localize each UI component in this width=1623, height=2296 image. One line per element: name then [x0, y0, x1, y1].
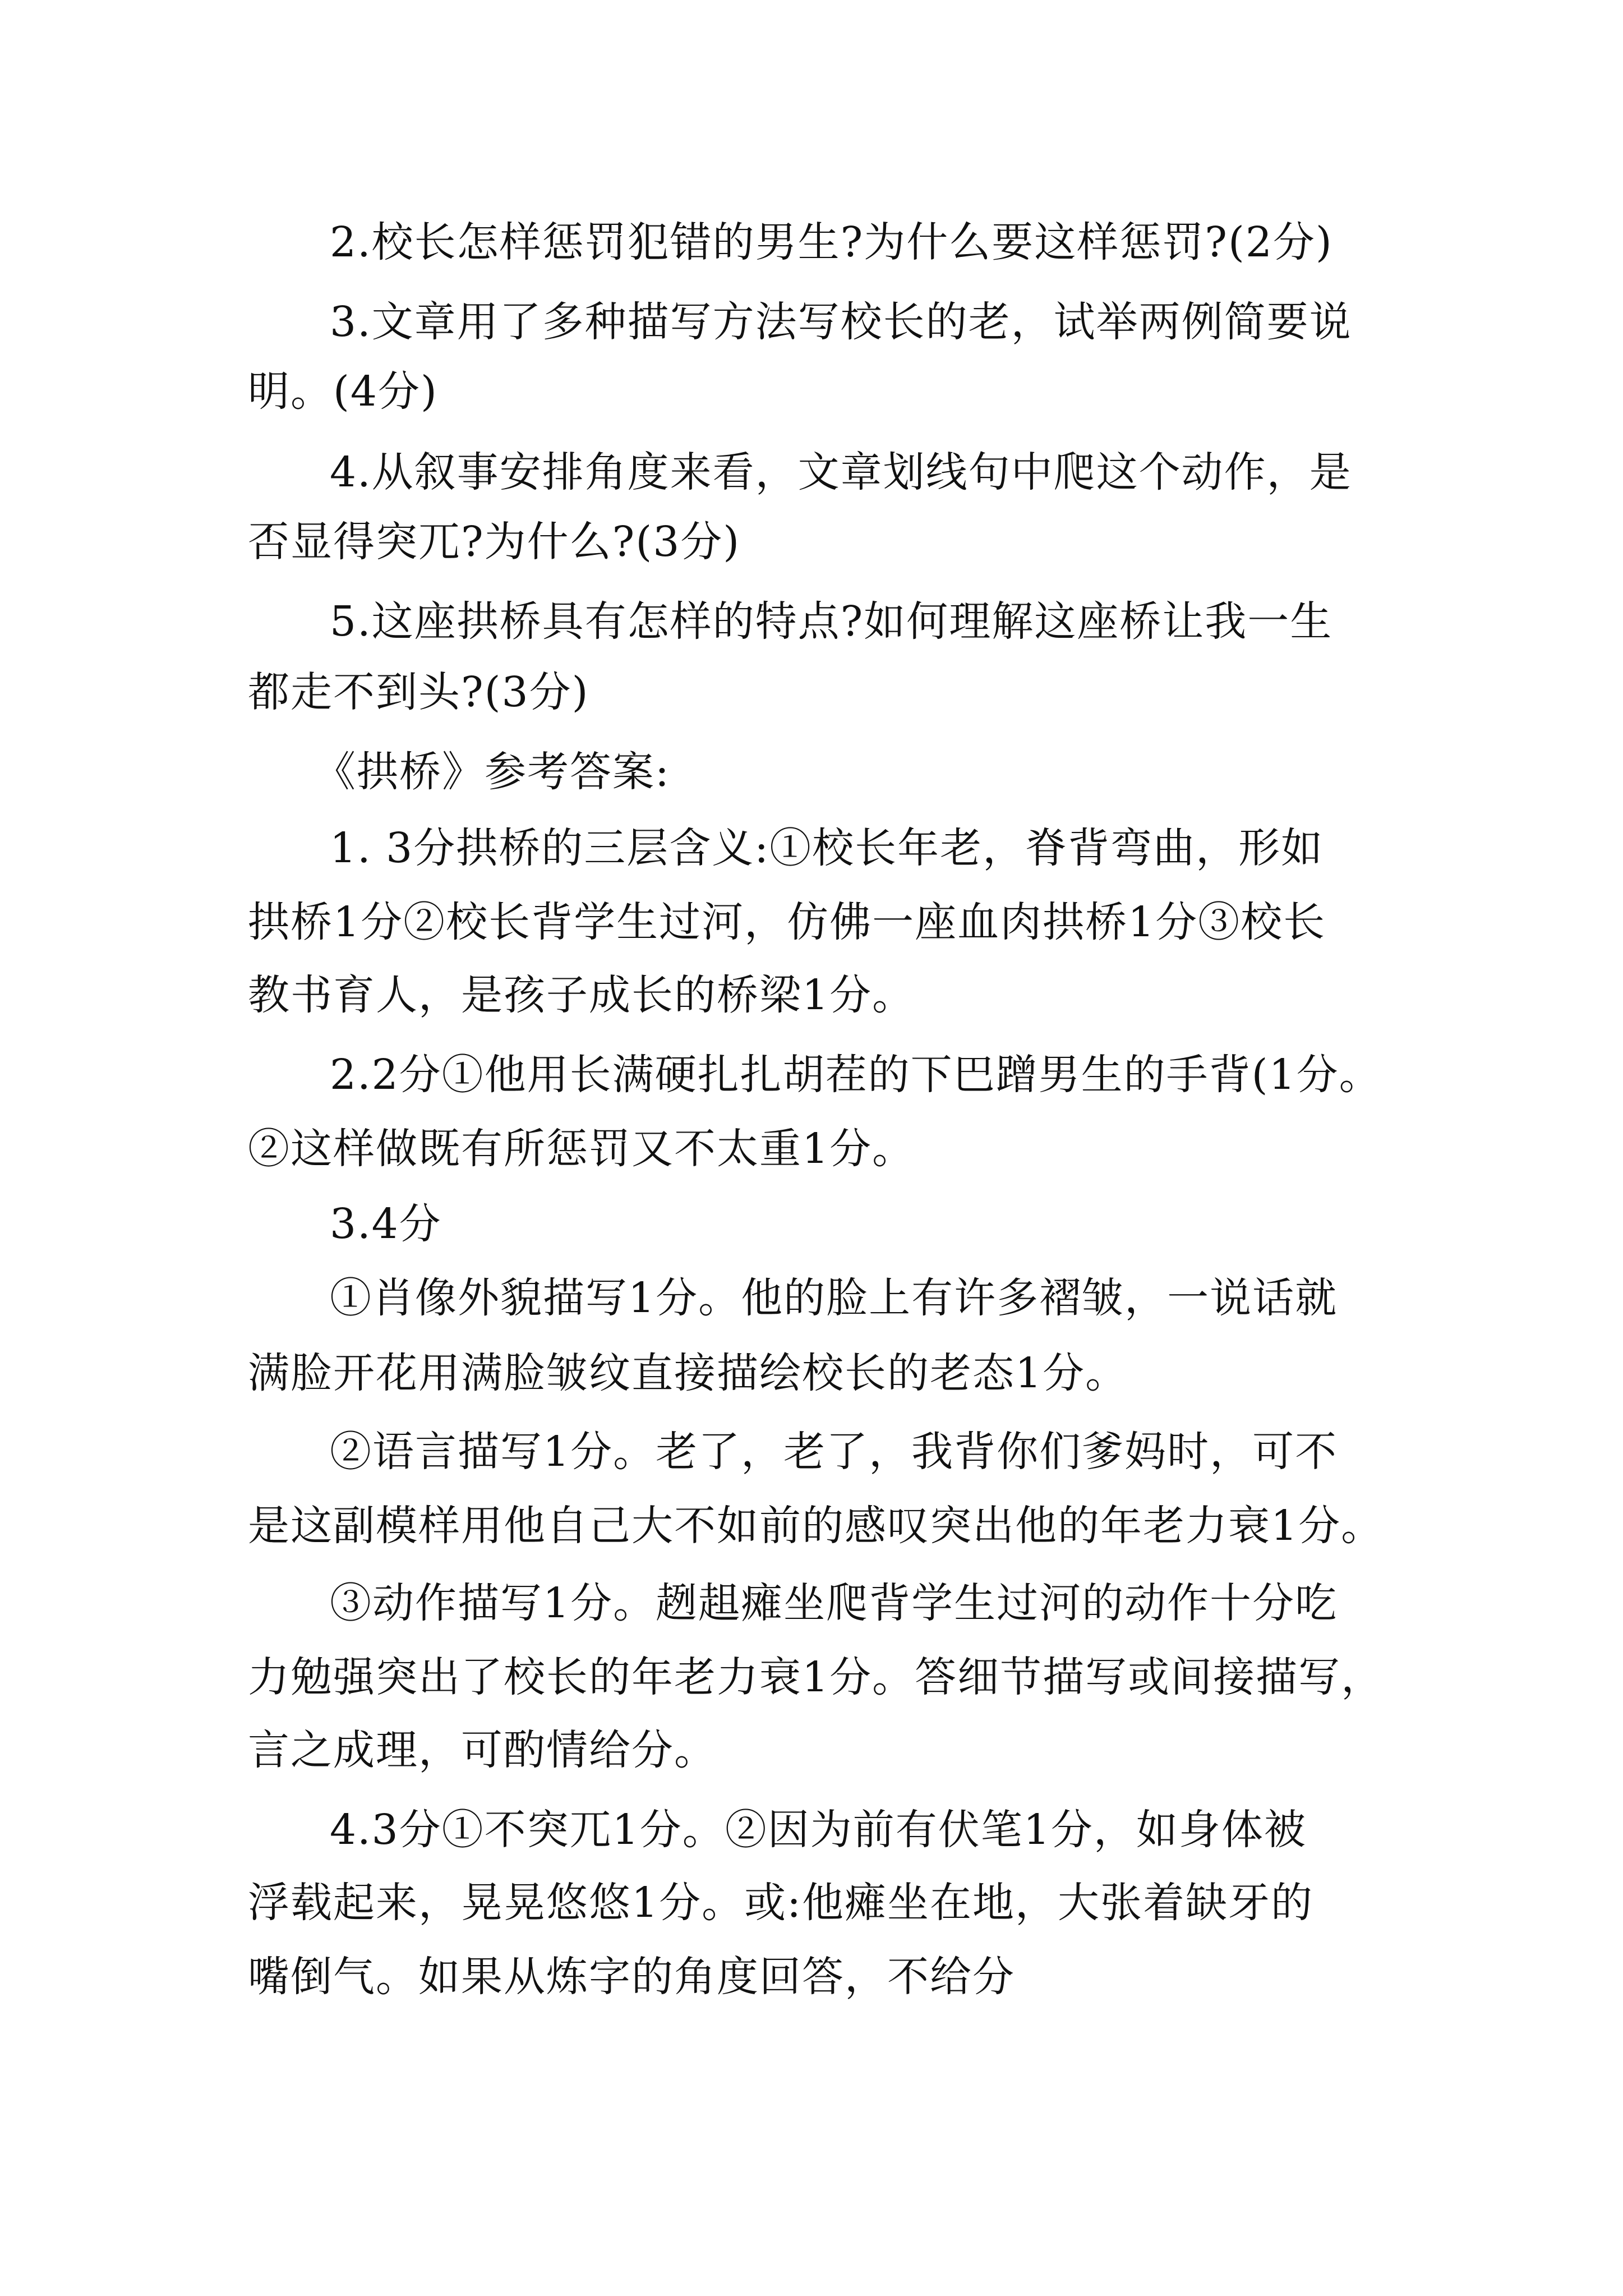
question-4-line-1: 4.从叙事安排角度来看，文章划线句中爬这个动作，是: [330, 448, 1352, 496]
answer-3-item-3-line-2: 力勉强突出了校长的年老力衰1分。答细节描写或间接描写，: [248, 1653, 1384, 1701]
answer-2-line-2: ②这样做既有所惩罚又不太重1分。: [248, 1125, 915, 1173]
answer-2-line-1: 2.2分①他用长满硬扎扎胡茬的下巴蹭男生的手背(1分。: [330, 1051, 1382, 1099]
answer-4-line-3: 嘴倒气。如果从炼字的角度回答，不给分: [248, 1953, 1015, 2001]
answer-1-line-3: 教书育人，是孩子成长的桥梁1分。: [248, 971, 915, 1019]
question-3-line-1: 3.文章用了多种描写方法写校长的老，试举两例简要说: [330, 298, 1352, 346]
answer-3-item-3-line-1: ③动作描写1分。趔趄瘫坐爬背学生过河的动作十分吃: [330, 1579, 1338, 1627]
answer-4-line-2: 浮载起来，晃晃悠悠1分。或:他瘫坐在地，大张着缺牙的: [248, 1879, 1314, 1927]
question-5-line-2: 都走不到头?(3分): [248, 668, 589, 716]
answer-3-item-3-line-3: 言之成理，可酌情给分。: [248, 1726, 717, 1774]
answer-1-line-1: 1. 3分拱桥的三层含义:①校长年老，脊背弯曲，形如: [330, 824, 1324, 872]
question-3-line-2: 明。(4分): [248, 367, 438, 416]
question-5-line-1: 5.这座拱桥具有怎样的特点?如何理解这座桥让我一生: [330, 597, 1333, 646]
answer-3-item-2-line-2: 是这副模样用他自己大不如前的感叹突出他的年老力衰1分。: [248, 1502, 1384, 1550]
answer-3-item-1-line-1: ①肖像外貌描写1分。他的脸上有许多褶皱，一说话就: [330, 1274, 1338, 1322]
answer-heading: 《拱桥》参考答案:: [314, 748, 670, 796]
answer-1-line-2: 拱桥1分②校长背学生过河，仿佛一座血肉拱桥1分③校长: [248, 898, 1326, 946]
question-2: 2.校长怎样惩罚犯错的男生?为什么要这样惩罚?(2分): [330, 218, 1333, 266]
answer-3-item-2-line-1: ②语言描写1分。老了，老了，我背你们爹妈时，可不: [330, 1428, 1338, 1476]
answer-3-item-1-line-2: 满脸开花用满脸皱纹直接描绘校长的老态1分。: [248, 1349, 1128, 1397]
answer-4-line-1: 4.3分①不突兀1分。②因为前有伏笔1分，如身体被: [330, 1806, 1307, 1854]
question-4-line-2: 否显得突兀?为什么?(3分): [248, 518, 741, 566]
answer-3-heading: 3.4分: [330, 1200, 442, 1248]
